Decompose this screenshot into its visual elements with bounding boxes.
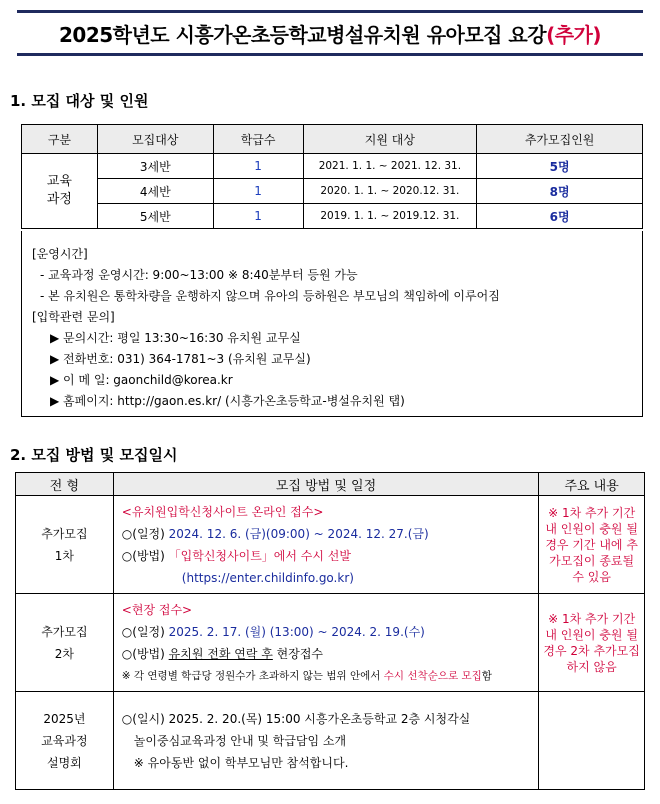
round-note: ※ 1차 추가 기간 내 인원이 충원 될 경우 기간 내에 추가모집이 종료될 수 있음	[539, 496, 645, 594]
round-method: ○(방법) 「입학신청사이트」에서 수시 선발	[121, 548, 351, 563]
classes-cell: 1	[213, 204, 303, 229]
target-cell: 4세반	[97, 179, 213, 204]
round-detail	[113, 496, 538, 594]
count-cell: 6명	[477, 204, 643, 229]
round-method: ○(방법) 유치원 전화 연락 후 현장접수	[121, 646, 324, 661]
schedule-table	[15, 472, 645, 790]
title-highlight: (추가)	[546, 22, 601, 47]
table-row	[16, 594, 645, 692]
header-cell: 모집대상	[97, 125, 213, 154]
round-label: 추가모집 2차	[16, 594, 114, 692]
title-banner	[17, 10, 643, 56]
eligibility-cell: 2019. 1. 1. ~ 2019.12. 31.	[303, 204, 477, 229]
contact-line: ▶ 홈페이지: http://gaon.es.kr/ (시흥가온초등학교-병설유치원 탭)	[50, 394, 405, 408]
briefing-line: ※ 유아동반 없이 학부모님만 참석합니다.	[133, 755, 349, 770]
header-cell: 추가모집인원	[477, 125, 643, 154]
section-heading-2: 2. 모집 방법 및 모집일시	[10, 446, 178, 464]
table-row	[16, 496, 645, 594]
table-row	[16, 692, 645, 790]
header-cell: 주요 내용	[539, 473, 645, 496]
round-note: ※ 1차 추가 기간 내 인원이 충원 될 경우 2차 추가모집 하지 않음	[539, 594, 645, 692]
round-footnote: ※ 각 연령별 학급당 정원수가 초과하지 않는 범위 안에서 수시 선착순으로 모집함	[121, 669, 492, 682]
round-detail	[113, 594, 538, 692]
info-box	[21, 231, 643, 417]
round-head: <유치원입학신청사이트 온라인 접수>	[121, 504, 324, 519]
round-head: <현장 접수>	[121, 602, 193, 617]
classes-cell: 1	[213, 154, 303, 179]
round-date: ○(일정) 2025. 2. 17. (월) (13:00) ~ 2024. 2. 19.(수)	[121, 624, 425, 639]
header-cell: 모집 방법 및 일정	[113, 473, 538, 496]
count-cell: 8명	[477, 179, 643, 204]
header-cell: 지원 대상	[303, 125, 477, 154]
recruitment-table	[21, 124, 643, 229]
header-cell: 구분	[22, 125, 98, 154]
briefing-label: 2025년 교육과정 설명회	[16, 692, 114, 790]
briefing-detail	[113, 692, 538, 790]
classes-cell: 1	[213, 179, 303, 204]
contact-line: ▶ 문의시간: 평일 13:30~16:30 유치원 교무실	[50, 331, 301, 345]
table-row	[22, 204, 643, 229]
contact-title: [입학관련 문의]	[32, 310, 115, 324]
table-header-row	[22, 125, 643, 154]
count-cell: 5명	[477, 154, 643, 179]
table-row	[22, 154, 643, 179]
section-heading-1: 1. 모집 대상 및 인원	[10, 92, 149, 110]
briefing-line: ○(일시) 2025. 2. 20.(목) 15:00 시흥가온초등학교 2층 시청각실	[121, 711, 471, 726]
round-date: ○(일정) 2024. 12. 6. (금)(09:00) ~ 2024. 12. 27.(금)	[121, 526, 429, 541]
contact-line: ▶ 이 메 일: gaonchild@korea.kr	[50, 373, 233, 387]
group-cell: 교육 과정	[22, 154, 98, 229]
hours-title: [운영시간]	[32, 247, 88, 261]
header-cell: 학급수	[213, 125, 303, 154]
hours-line: - 교육과정 운영시간: 9:00~13:00 ※ 8:40분부터 등원 가능	[40, 268, 358, 282]
apply-url[interactable]: (https://enter.childinfo.go.kr)	[181, 570, 354, 585]
hours-line: - 본 유치원은 통학차량을 운행하지 않으며 유아의 등하원은 부모님의 책임하에 이루어짐	[40, 289, 500, 303]
page-title: 2025학년도 시흥가온초등학교병설유치원 유아모집 요강(추가)	[58, 22, 601, 47]
eligibility-cell: 2020. 1. 1. ~ 2020.12. 31.	[303, 179, 477, 204]
header-cell: 전 형	[16, 473, 114, 496]
eligibility-cell: 2021. 1. 1. ~ 2021. 12. 31.	[303, 154, 477, 179]
target-cell: 3세반	[97, 154, 213, 179]
empty-cell	[539, 692, 645, 790]
table-row	[22, 179, 643, 204]
contact-line: ▶ 전화번호: 031) 364-1781~3 (유치원 교무실)	[50, 352, 311, 366]
target-cell: 5세반	[97, 204, 213, 229]
table-header-row	[16, 473, 645, 496]
round-label: 추가모집 1차	[16, 496, 114, 594]
briefing-line: 놀이중심교육과정 안내 및 학급담임 소개	[133, 733, 347, 748]
